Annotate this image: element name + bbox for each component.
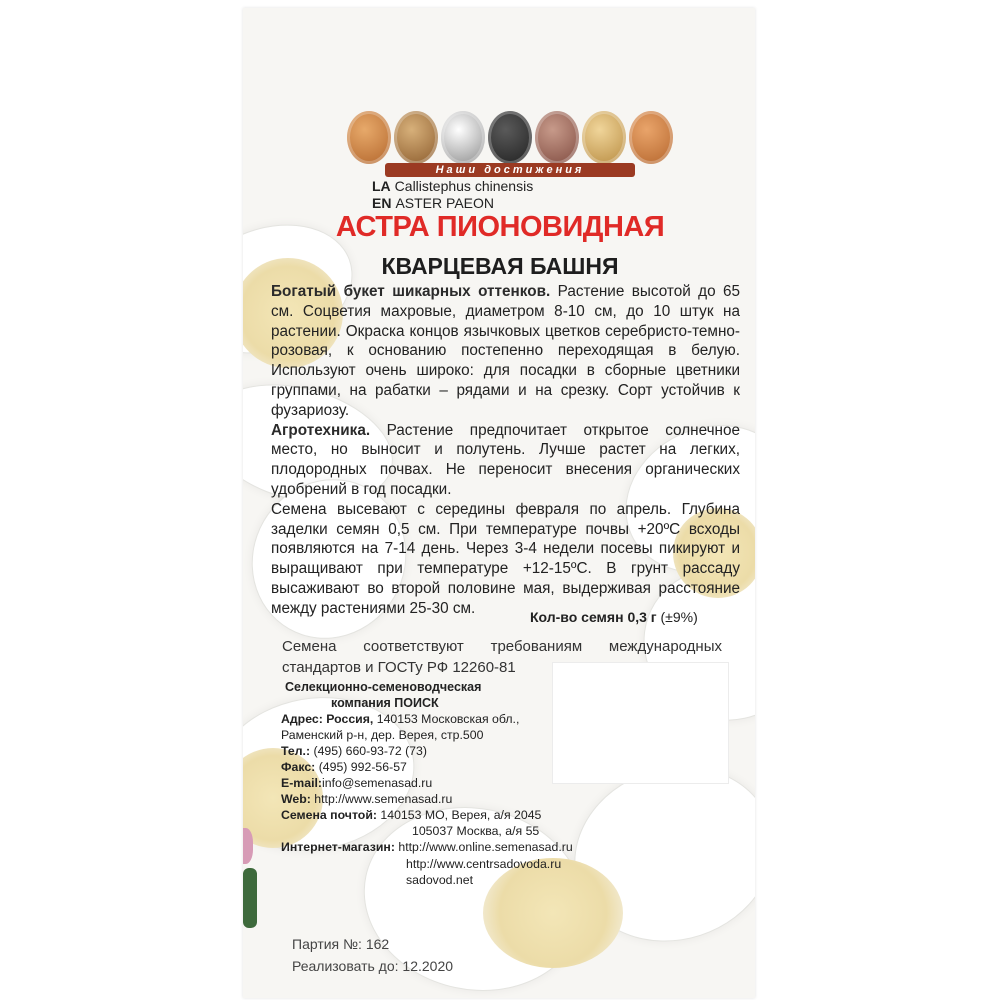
shop-link-2[interactable]: http://www.centrsadovoda.ru <box>406 857 562 871</box>
la-text: Callistephus chinensis <box>394 178 534 194</box>
medal-icon <box>347 111 391 164</box>
address-row-2 <box>281 728 483 742</box>
company-line1: Селекционно-семеноводческая <box>285 680 482 694</box>
medal-icon <box>441 111 485 164</box>
email-value[interactable]: info@semenasad.ru <box>322 776 433 790</box>
shop-link-3[interactable]: sadovod.net <box>406 873 474 887</box>
english-name-line <box>372 195 494 211</box>
shop-link-1[interactable]: http://www.online.semenasad.ru <box>398 840 573 854</box>
address-text-2: Раменский р-н, дер. Верея, стр.500 <box>281 728 484 742</box>
phone-value: (495) 660-93-72 (73) <box>313 744 427 758</box>
address-country: Россия, <box>326 712 374 726</box>
medal-icon <box>394 111 438 164</box>
batch-label: Партия №: <box>292 936 362 952</box>
expiry-label: Реализовать до: <box>292 958 399 974</box>
address-text: 140153 Московская обл., <box>376 712 520 726</box>
email-label: E-mail: <box>281 776 322 790</box>
blank-sticker <box>552 662 729 784</box>
fax-row <box>281 760 407 774</box>
phone-row <box>281 744 427 758</box>
medal-icon <box>582 111 626 164</box>
web-label: Web: <box>281 792 311 806</box>
fax-value: (495) 992-56-57 <box>318 760 407 774</box>
shop-label: Интернет-магазин: <box>281 840 395 854</box>
batch-line <box>292 936 389 952</box>
mail-row-2 <box>412 824 539 838</box>
mail-address-1: 140153 МО, Верея, а/я 2045 <box>380 808 542 822</box>
shop-row <box>281 840 573 854</box>
mail-label: Семена почтой: <box>281 808 377 822</box>
expiry-value: 12.2020 <box>402 958 454 974</box>
company-line2: компания ПОИСК <box>331 696 439 710</box>
achievements-ribbon: Наши достижения <box>385 163 635 177</box>
medal-icon <box>535 111 579 164</box>
seed-quantity-tolerance: (±9%) <box>660 609 698 625</box>
medal-icon <box>629 111 673 164</box>
product-subtitle: КВАРЦЕВАЯ БАШНЯ <box>381 253 619 279</box>
description-block <box>271 282 740 619</box>
certification-text: Семена соответствуют требованиям международных стандартов и ГОСТу РФ 12260-81 <box>282 638 722 676</box>
web-link[interactable]: http://www.semenasad.ru <box>314 792 453 806</box>
address-label: Адрес: <box>281 712 323 726</box>
fax-label: Факс: <box>281 760 316 774</box>
description-lead: Богатый букет шикарных оттенков. <box>271 283 551 300</box>
company-name <box>284 679 481 711</box>
mail-row <box>281 808 541 822</box>
shop-row-2 <box>406 857 561 871</box>
sowing-text: Семена высевают с середины февраля по апрель. Глубина заделки семян 0,5 см. При температуре почвы +20ºС всходы появляются на 7-14 день. Через 3-4 недели посевы пикируют и выращивают при температуре +12-15ºС. В грунт рассаду высаживают во второй половине мая, выдерживая расстояние между растениями 25-30 см. <box>271 500 740 617</box>
seed-quantity <box>530 609 698 625</box>
la-tag: LA <box>372 178 391 194</box>
web-row <box>281 792 452 806</box>
expiry-line <box>292 958 453 974</box>
shop-row-3 <box>406 873 473 887</box>
description-text: Растение высотой до 65 см. Соцветия махровые, диаметром 8-10 см, до 10 штук на растении. Окраска концов язычковых цветков серебристо-темно-розовая, к основанию постепенно переходящая в белую. Используют очень широко: для посадки в сборные цветники группами, на рабатки – рядами и на срезку. Сорт устойчив к фузариозу. <box>271 283 741 419</box>
product-title: АСТРА ПИОНОВИДНАЯ <box>335 211 665 243</box>
agro-text: Растение предпочитает открытое солнечное место, но выносит и полутень. Лучше растет на легких, плодородных почвах. Не переносит внесения органических удобрений в год посадки. <box>271 421 740 498</box>
en-text: ASTER PAEON <box>395 195 494 211</box>
agro-lead: Агротехника. <box>271 421 371 439</box>
mail-address-2: 105037 Москва, а/я 55 <box>412 824 540 838</box>
email-row <box>281 776 432 790</box>
medals-row <box>347 111 673 164</box>
seed-quantity-value: 0,3 г <box>627 609 657 625</box>
en-tag: EN <box>372 195 392 211</box>
address-row <box>281 712 519 726</box>
seed-quantity-label: Кол-во семян <box>530 609 624 625</box>
phone-label: Тел.: <box>281 744 311 758</box>
batch-value: 162 <box>365 936 390 952</box>
latin-name-line <box>372 178 533 194</box>
medal-icon <box>488 111 532 164</box>
